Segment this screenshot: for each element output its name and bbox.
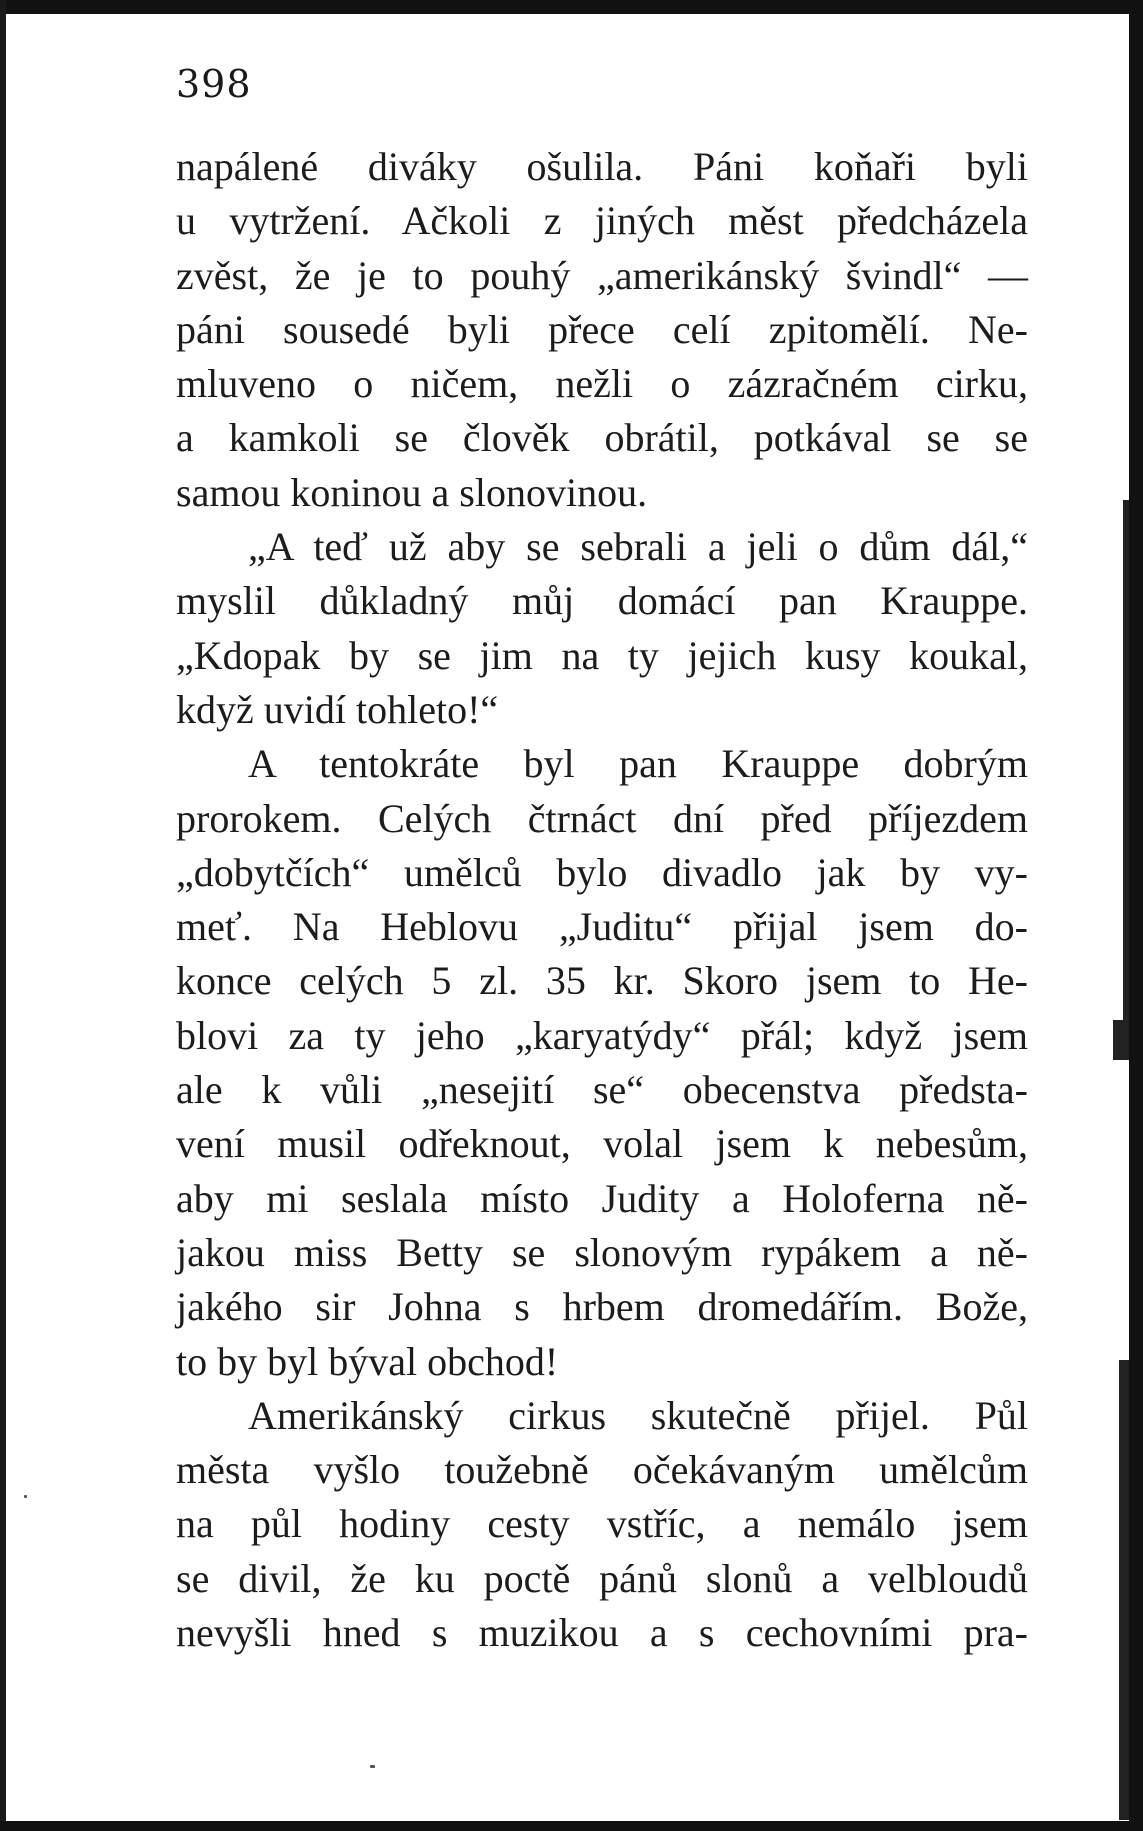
text-line: zvěst, že je to pouhý „amerikánský švindl“ — — [176, 252, 1028, 298]
scan-border-right — [1129, 0, 1143, 1831]
text-line: napálené diváky ošulila. Páni koňaři byli — [176, 144, 1028, 189]
text-line: konce celých 5 zl. 35 kr. Skoro jsem to He- — [176, 958, 1028, 1004]
text-line: meť. Na Heblovu „Juditu“ přijal jsem do- — [176, 904, 1028, 950]
text-line: u vytržení. Ačkoli z jiných měst předcházela — [176, 198, 1028, 244]
scan-border-left — [0, 0, 6, 1831]
text-line: jakou miss Betty se slonovým rypákem a ně- — [176, 1229, 1028, 1275]
page-number: 398 — [176, 62, 252, 106]
scan-border-bottom — [0, 1821, 1143, 1831]
text-line: když uvidí tohleto!“ — [176, 686, 499, 732]
text-line: páni sousedé byli přece celí zpitomělí. Ne- — [176, 306, 1028, 352]
text-line: vení musil odřeknout, volal jsem k nebesům, — [176, 1121, 1028, 1167]
text-line: „Kdopak by se jim na ty jejich kusy koukal, — [176, 632, 1028, 678]
text-line: to by byl býval obchod! — [176, 1338, 559, 1384]
text-line: nevyšli hned s muzikou a s cechovními pra- — [176, 1610, 1028, 1656]
text-line: jakého sir Johna s hrbem dromedářím. Bože, — [176, 1284, 1028, 1330]
scan-speck — [24, 1495, 27, 1498]
body-text — [176, 140, 1028, 1660]
scan-speck — [370, 1765, 375, 1768]
text-line: se divil, že ku poctě pánů slonů a velbloudů — [176, 1555, 1028, 1601]
text-line: a kamkoli se člověk obrátil, potkával se se — [176, 415, 1028, 461]
page-edge-shadow — [1113, 1020, 1129, 1060]
text-line: A tentokráte byl pan Krauppe dobrým — [248, 741, 1028, 787]
text-line: na půl hodiny cesty vstříc, a nemálo jsem — [176, 1501, 1028, 1547]
scan-border-top — [0, 0, 1143, 14]
text-line: „A teď už aby se sebrali a jeli o dům dál,“ — [248, 524, 1028, 570]
text-line: samou koninou a slonovinou. — [176, 469, 648, 515]
text-line: mluveno o ničem, nežli o zázračném cirku, — [176, 361, 1028, 407]
text-line: „dobytčích“ umělců bylo divadlo jak by vy- — [176, 849, 1028, 895]
text-line: prorokem. Celých čtrnáct dní před příjezdem — [176, 795, 1028, 841]
text-line: blovi za ty jeho „karyatýdy“ přál; když jsem — [176, 1012, 1028, 1058]
page-edge-shadow — [1119, 1360, 1129, 1820]
text-line: aby mi seslala místo Judity a Holoferna ně- — [176, 1175, 1028, 1221]
text-line: Amerikánský cirkus skutečně přijel. Půl — [248, 1392, 1028, 1438]
text-line: myslil důkladný můj domácí pan Krauppe. — [176, 578, 1028, 624]
text-line: města vyšlo toužebně očekávaným umělcům — [176, 1447, 1028, 1493]
page-edge-shadow — [1123, 500, 1129, 1020]
text-line: ale k vůli „nesejití se“ obecenstva předsta- — [176, 1067, 1028, 1113]
